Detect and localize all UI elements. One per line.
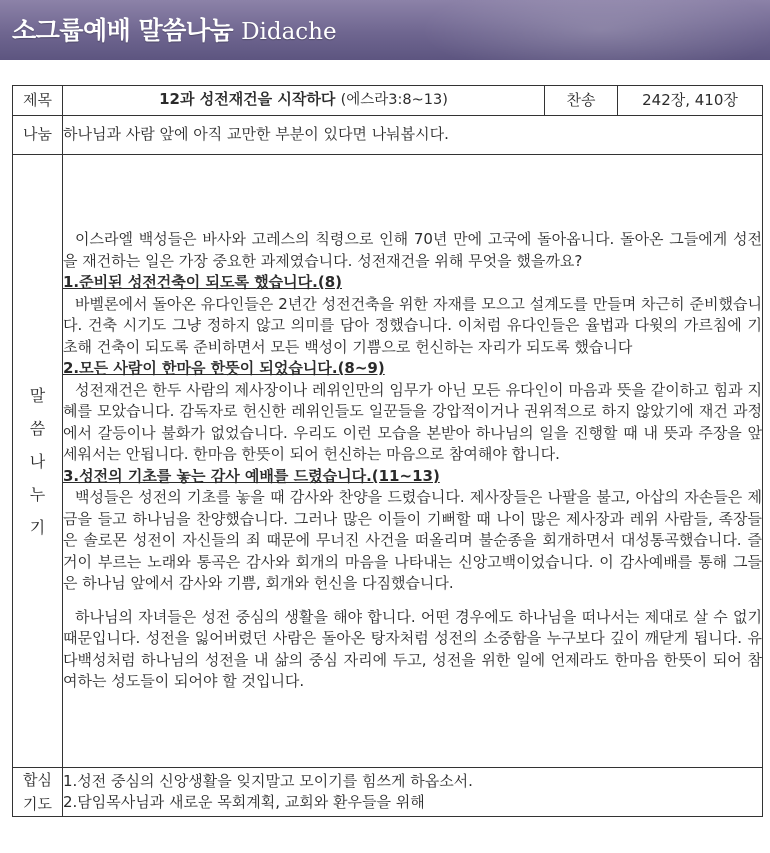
banner-title (12, 11, 337, 51)
prayer-item-2: 2.담임목사님과 새로운 목회계획, 교회와 환우들을 위해 (63, 793, 425, 811)
lesson-title (63, 86, 545, 116)
share-row (13, 116, 763, 155)
hymn-label: 찬송 (545, 86, 618, 116)
section-2-body: 성전재건은 한두 사람의 제사장이나 레위인만의 임무가 아닌 모든 유다인이 마음과 뜻을 같이하고 힘과 지혜를 모았습니다. 감독자로 헌신한 레위인들도 일꾼들을 강압적이거나 권위적으로 하지 않았기에 재건 과정에서 갈등이나 불화가 없었습니다. 우리도 이런 모습을 본받아 하나님의 일을 진행할 때 내 뜻과 주장을 앞세워서는 안됩니다. 한마음 한뜻이 되어 헌신하는 마음으로 참여해야 합니다. (63, 380, 762, 464)
word-label (13, 155, 63, 768)
word-body (63, 155, 763, 768)
lesson-title-text: 12과 성전재건을 시작하다 (159, 90, 336, 109)
section-3-heading: 3.성전의 기초를 놓는 감사 예배를 드렸습니다.(11~13) (63, 466, 440, 485)
scripture-reference: (에스라3:8~13) (340, 92, 448, 109)
worship-sheet-table (12, 85, 763, 817)
section-2-heading: 2.모든 사람이 한마음 한뜻이 되었습니다.(8~9) (63, 359, 385, 378)
title-row (13, 86, 763, 116)
title-label: 제목 (13, 86, 63, 116)
intro-paragraph: 이스라엘 백성들은 바사와 고레스의 칙령으로 인해 70년 만에 고국에 돌아옵니다. 돌아온 그들에게 성전을 재건하는 일은 가장 중요한 과제였습니다. 성전재건을 위해 무엇을 했을까요? (63, 230, 762, 270)
word-row (13, 155, 763, 768)
share-question: 하나님과 사람 앞에 아직 교만한 부분이 있다면 나눠봅시다. (63, 116, 763, 155)
section-3-body: 백성들은 성전의 기초를 놓을 때 감사와 찬양을 드렸습니다. 제사장들은 나팔을 불고, 아삽의 자손들은 제금을 들고 하나님을 찬양했습니다. 그러나 많은 이들이 기뻐할 때 나이 많은 제사장과 레위 사람들, 족장들은 솔로몬 성전이 자신들의 죄 때문에 무너진 사건을 떠올리며 불순종을 회개하면서 대성통곡했습니다. 즐거이 부르는 노래와 통곡은 감사와 회개의 마음을 나타내는 신앙고백이었습니다. 이 감사예배를 통해 그들은 하나님 앞에서 감사와 기쁨, 회개와 헌신을 다짐했습니다. (63, 488, 762, 593)
banner-subtitle: Didache (241, 19, 337, 45)
hymn-numbers: 242장, 410장 (618, 86, 763, 116)
word-label-text: 말씀나누기 (29, 385, 46, 537)
banner-glow (420, 0, 770, 80)
prayer-item-1: 1.성전 중심의 신앙생활을 잊지말고 모이기를 힘쓰게 하옵소서. (63, 771, 473, 790)
paragraph-gap (63, 595, 762, 607)
header-banner (0, 0, 770, 60)
prayer-label-text: 합심기도 (23, 771, 52, 813)
prayer-items (63, 768, 763, 817)
prayer-label (13, 768, 63, 817)
share-label: 나눔 (13, 116, 63, 155)
section-1-heading: 1.준비된 성전건축이 되도록 했습니다.(8) (63, 273, 342, 292)
section-1-body: 바벨론에서 돌아온 유다인들은 2년간 성전건축을 위한 자재를 모으고 설계도를 만들며 차근히 준비했습니다. 건축 시기도 그냥 정하지 않고 의미를 담아 정했습니다. 이처럼 유다인들은 율법과 다윗의 가르침에 기초해 건축이 되도록 준비하면서 모든 백성이 기쁨으로 헌신하는 자리가 되도록 했습니다 (63, 294, 762, 356)
banner-title-text: 소그룹예배 말씀나눔 (12, 16, 234, 45)
closing-paragraph: 하나님의 자녀들은 성전 중심의 생활을 해야 합니다. 어떤 경우에도 하나님을 떠나서는 제대로 살 수 없기 때문입니다. 성전을 잃어버렸던 사람은 돌아온 탕자처럼 성전의 소중함을 누구보다 깊이 깨닫게 됩니다. 유다백성처럼 하나님의 성전을 내 삶의 중심 자리에 두고, 성전을 위한 일에 언제라도 한마음 한뜻이 되어 참여하는 성도들이 되어야 할 것입니다. (63, 607, 762, 691)
prayer-row (13, 768, 763, 817)
